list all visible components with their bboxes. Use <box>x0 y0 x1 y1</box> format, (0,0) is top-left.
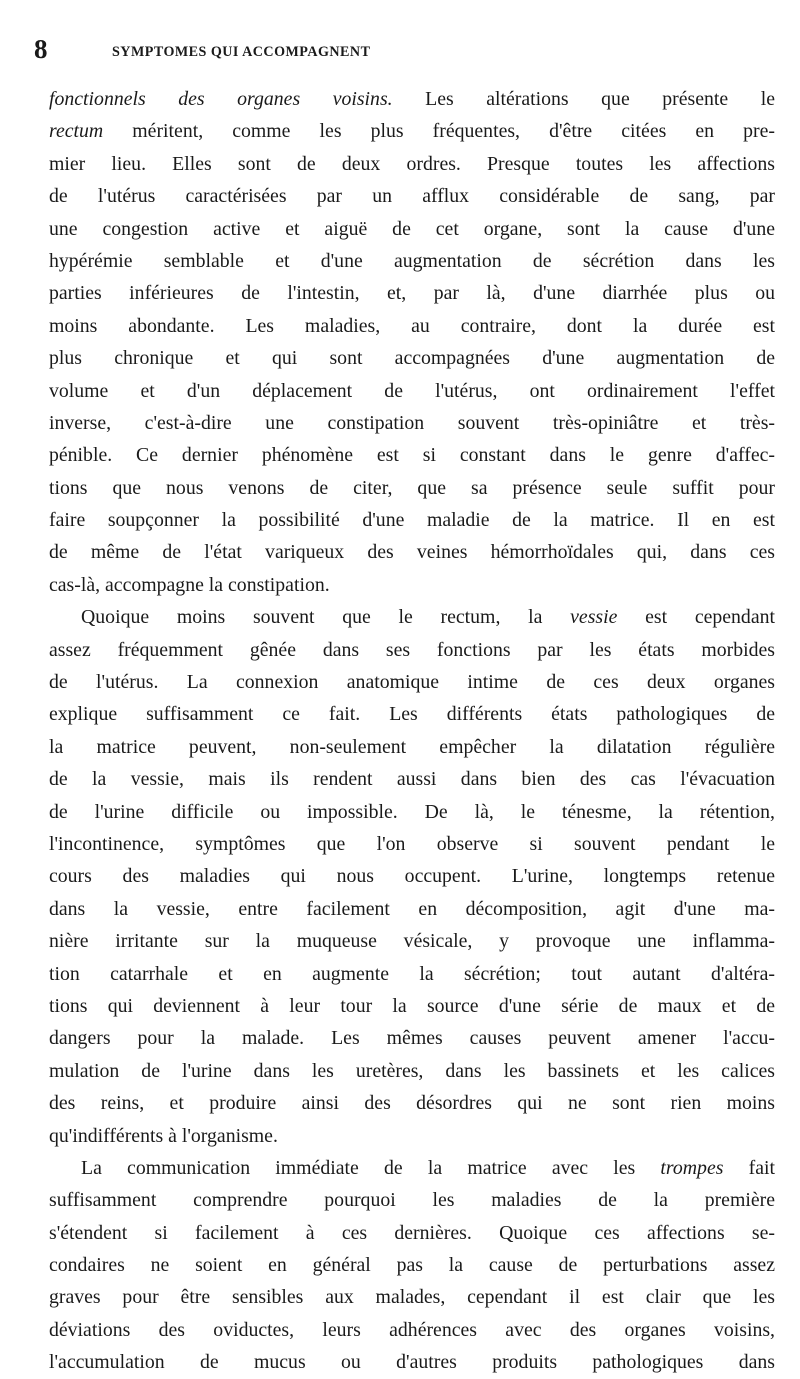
text-line <box>49 277 775 309</box>
text-line <box>49 245 775 277</box>
text-line <box>49 115 775 147</box>
text-line <box>49 958 775 990</box>
line-text: est cependant <box>617 606 775 629</box>
line-text: de l'utérus. La connexion anatomique intime de ces deux organes <box>49 671 775 694</box>
text-line <box>49 634 775 666</box>
line-text: de même de l'état variqueux des veines hémorrhoïdales qui, dans ces <box>49 541 775 564</box>
emphasized-term: vessie <box>570 606 618 629</box>
text-line <box>49 439 775 471</box>
text-line <box>49 893 775 925</box>
text-line <box>49 763 775 795</box>
line-text: hypérémie semblable et d'une augmentation de sécrétion dans les <box>49 249 775 272</box>
text-line <box>49 148 775 180</box>
text-line <box>49 1120 775 1152</box>
line-text: cas-là, accompagne la constipation. <box>49 573 330 596</box>
text-line <box>49 860 775 892</box>
text-line <box>49 1217 775 1249</box>
text-line <box>49 1314 775 1346</box>
text-line <box>49 1249 775 1281</box>
line-text: assez fréquemment gênée dans ses fonctions par les états morbides <box>49 638 775 661</box>
running-head: SYMPTOMES QUI ACCOMPAGNENT <box>112 44 371 60</box>
text-line <box>49 1022 775 1054</box>
text-line <box>49 504 775 536</box>
text-line <box>49 180 775 212</box>
line-text: Quoique moins souvent que le rectum, la <box>81 606 571 629</box>
line-text: tions qui deviennent à leur tour la source d'une série de maux et de <box>49 994 775 1017</box>
line-text: explique suffisamment ce fait. Les différents états pathologiques de <box>49 703 775 726</box>
text-line <box>49 1152 775 1184</box>
line-text: des reins, et produire ainsi des désordres qui ne sont rien moins <box>49 1092 775 1115</box>
page-number: 8 <box>34 34 48 64</box>
line-text: mulation de l'urine dans les uretères, dans les bassinets et les calices <box>49 1059 775 1082</box>
text-line <box>49 731 775 763</box>
line-text: graves pour être sensibles aux malades, cependant il est clair que les <box>49 1286 775 1309</box>
body-text <box>49 83 775 1379</box>
line-text: plus chronique et qui sont accompagnées d'une augmentation de <box>49 347 775 370</box>
line-text: l'incontinence, symptômes que l'on observe si souvent pendant le <box>49 832 775 855</box>
text-line <box>49 796 775 828</box>
line-text: volume et d'un déplacement de l'utérus, ont ordinairement l'effet <box>49 379 775 402</box>
line-text: de l'utérus caractérisées par un afflux considérable de sang, par <box>49 185 775 208</box>
emphasized-term: fonctionnels des organes voisins. <box>49 88 393 110</box>
line-text: tions que nous venons de citer, que sa présence seule suffit pour <box>49 476 775 499</box>
text-line <box>49 990 775 1022</box>
text-line <box>49 1346 775 1378</box>
text-line <box>49 1055 775 1087</box>
emphasized-term: rectum <box>49 120 104 143</box>
text-line <box>49 83 775 115</box>
line-text: de l'urine difficile ou impossible. De là, le ténesme, la rétention, <box>49 800 775 823</box>
line-text: pénible. Ce dernier phénomène est si constant dans le genre d'affec- <box>49 444 775 467</box>
text-line <box>49 536 775 568</box>
line-text: l'accumulation de mucus ou d'autres produits pathologiques dans <box>49 1351 775 1374</box>
text-line <box>49 375 775 407</box>
line-text: moins abondante. Les maladies, au contraire, dont la durée est <box>49 314 775 337</box>
line-text: qu'indifférents à l'organisme. <box>49 1124 278 1147</box>
text-line <box>49 342 775 374</box>
line-text: faire soupçonner la possibilité d'une maladie de la matrice. Il en est <box>49 509 775 532</box>
text-line <box>49 407 775 439</box>
line-text: cours des maladies qui nous occupent. L'urine, longtemps retenue <box>49 865 775 888</box>
line-text: de la vessie, mais ils rendent aussi dans bien des cas l'évacuation <box>49 768 775 791</box>
page-header <box>28 34 768 74</box>
line-text: une congestion active et aiguë de cet organe, sont la cause d'une <box>49 217 775 240</box>
text-line <box>49 310 775 342</box>
emphasized-term: trompes <box>660 1156 724 1179</box>
line-text: méritent, comme les plus fréquentes, d'être citées en pre- <box>103 120 775 143</box>
line-text: dans la vessie, entre facilement en décomposition, agit d'une ma- <box>49 897 775 920</box>
line-text: fait <box>723 1156 775 1179</box>
text-line <box>49 698 775 730</box>
line-text: condaires ne soient en général pas la cause de perturbations assez <box>49 1254 775 1277</box>
text-line <box>49 601 775 633</box>
line-text: la matrice peuvent, non-seulement empêcher la dilatation régulière <box>49 735 775 758</box>
line-text: s'étendent si facilement à ces dernières. Quoique ces affections se- <box>49 1221 775 1244</box>
line-text: tion catarrhale et en augmente la sécrétion; tout autant d'altéra- <box>49 962 775 985</box>
text-line <box>49 666 775 698</box>
line-text: nière irritante sur la muqueuse vésicale, y provoque une inflamma- <box>49 930 775 953</box>
text-line <box>49 213 775 245</box>
text-line <box>49 1184 775 1216</box>
text-line <box>49 828 775 860</box>
text-line <box>49 1281 775 1313</box>
text-line <box>49 472 775 504</box>
line-text: parties inférieures de l'intestin, et, par là, d'une diarrhée plus ou <box>49 282 775 305</box>
line-text: La communication immédiate de la matrice avec les <box>81 1156 661 1179</box>
line-text: Les altérations que présente le <box>392 88 775 110</box>
text-line <box>49 925 775 957</box>
line-text: dangers pour la malade. Les mêmes causes peuvent amener l'accu- <box>49 1027 775 1050</box>
line-text: inverse, c'est-à-dire une constipation souvent très-opiniâtre et très- <box>49 411 775 434</box>
text-line <box>49 569 775 601</box>
line-text: déviations des oviductes, leurs adhérences avec des organes voisins, <box>49 1318 775 1341</box>
line-text: suffisamment comprendre pourquoi les maladies de la première <box>49 1189 775 1212</box>
text-line <box>49 1087 775 1119</box>
line-text: mier lieu. Elles sont de deux ordres. Presque toutes les affections <box>49 152 775 175</box>
